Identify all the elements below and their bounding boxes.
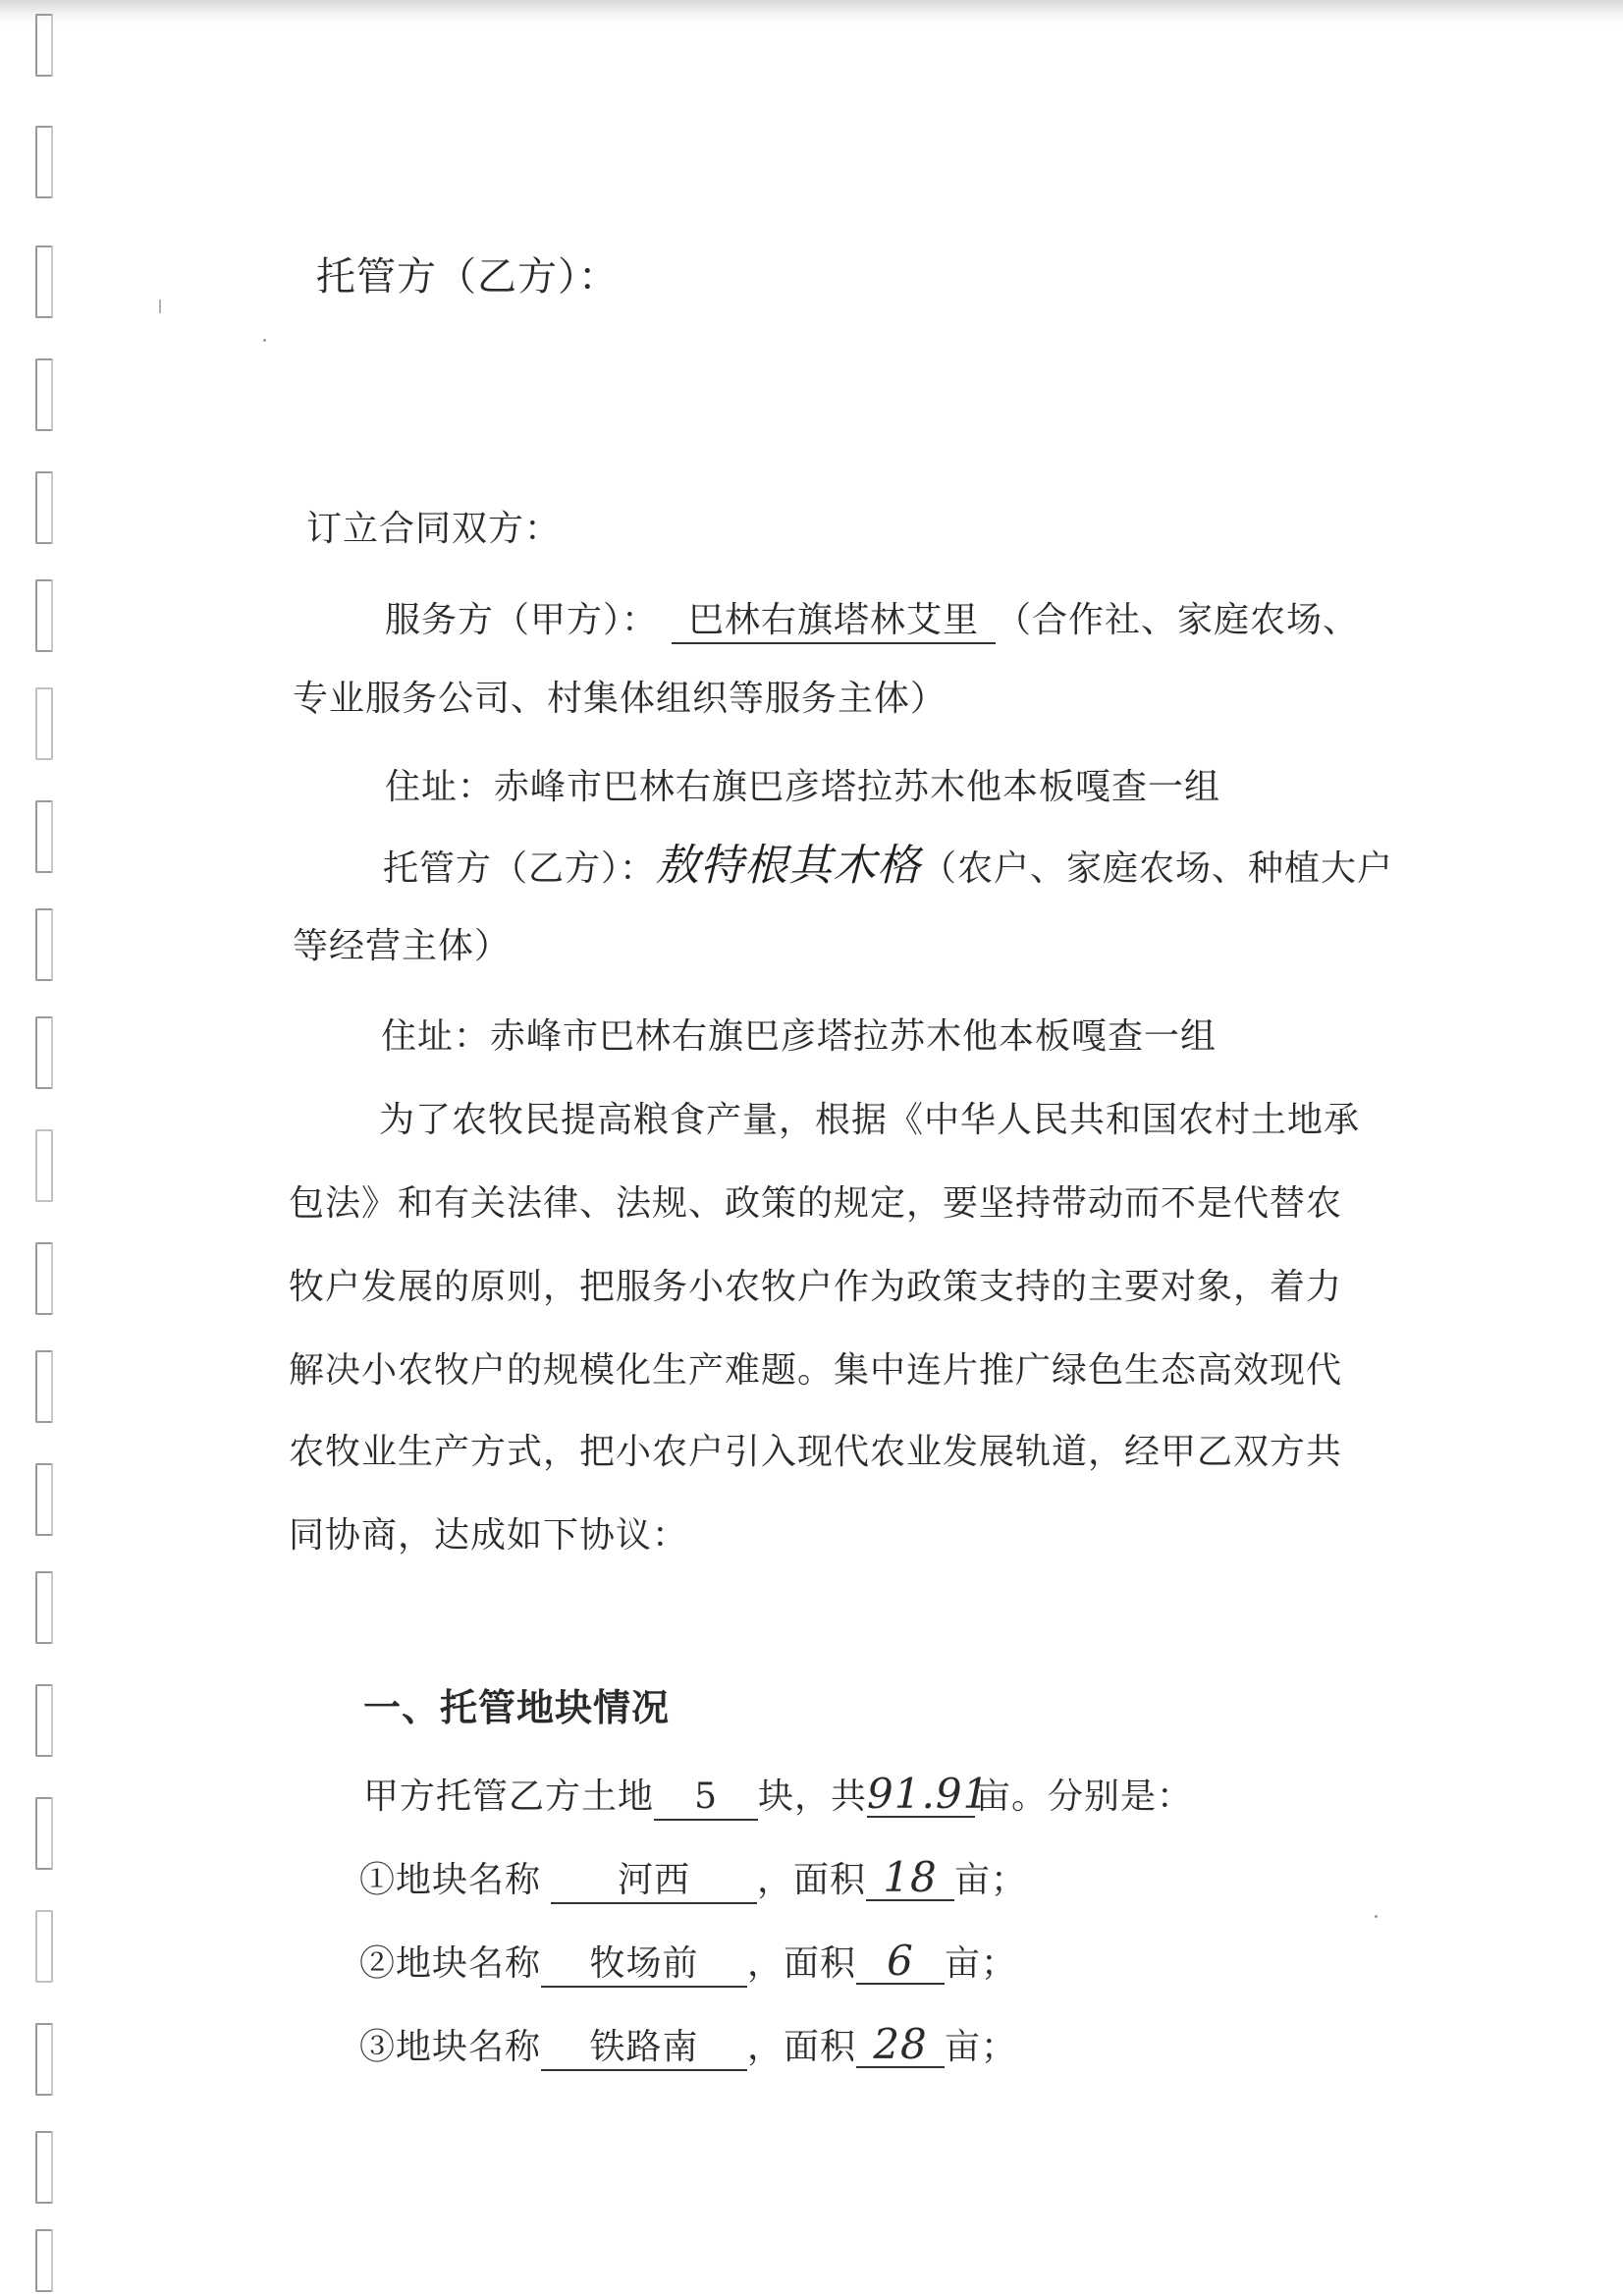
plot-unit: 亩； <box>954 1860 1028 1900</box>
binding-hole <box>35 2131 53 2204</box>
plot-number: ③ <box>359 2027 397 2067</box>
binding-hole <box>35 1242 53 1315</box>
header-line: 托管方（乙方）： <box>316 254 619 300</box>
plot-count: 5 <box>654 1776 758 1821</box>
plot-label: 地块名称 <box>396 1943 542 1984</box>
plot-label: 地块名称 <box>396 1860 542 1900</box>
plot-area: 28 <box>856 2023 945 2068</box>
plot-summary <box>363 1770 1194 1821</box>
binding-hole <box>35 1797 53 1870</box>
plot-area: 18 <box>866 1856 954 1901</box>
preamble-line: 包法》和有关法律、法规、政策的规定，要坚持带动而不是代替农 <box>289 1183 1343 1224</box>
summary-text: 块，共 <box>758 1777 868 1817</box>
plot-sep: ，面积 <box>757 1860 867 1900</box>
binding-hole <box>35 2023 53 2096</box>
party-a-line2: 专业服务公司、村集体组织等服务主体） <box>293 679 947 719</box>
plot-row <box>359 1937 1018 1988</box>
binding-hole <box>35 1016 53 1089</box>
binding-hole <box>35 687 53 760</box>
summary-text: 亩。分别是： <box>975 1777 1194 1817</box>
binding-hole <box>35 2229 53 2292</box>
scan-mark <box>1375 1915 1378 1918</box>
plot-row <box>359 1853 1028 1904</box>
scan-top-shadow <box>0 0 1623 26</box>
plot-name: 牧场前 <box>541 1942 747 1988</box>
binding-hole <box>35 246 53 318</box>
plot-sep: ，面积 <box>747 1943 857 1984</box>
scan-mark <box>159 300 161 313</box>
preamble-line: 农牧业生产方式，把小农户引入现代农业发展轨道，经甲乙双方共 <box>289 1432 1343 1472</box>
preamble-line: 牧户发展的原则，把服务小农牧户作为政策支持的主要对象，着力 <box>289 1267 1343 1307</box>
plot-number: ② <box>359 1943 397 1984</box>
party-a-line <box>385 597 1359 644</box>
plot-unit: 亩； <box>945 2027 1018 2067</box>
party-b-prefix: 托管方（乙方）： <box>383 848 657 889</box>
party-a-name: 巴林右旗塔林艾里 <box>672 599 996 644</box>
binding-hole <box>35 1571 53 1644</box>
party-a-suffix: （合作社、家庭农场、 <box>996 600 1360 640</box>
binding-hole <box>35 1463 53 1536</box>
binding-hole <box>35 126 53 198</box>
plot-label: 地块名称 <box>396 2027 542 2067</box>
binding-hole <box>35 800 53 873</box>
scan-mark <box>263 339 266 342</box>
plot-row <box>359 2020 1018 2071</box>
binding-hole <box>35 1129 53 1202</box>
binding-holes <box>0 0 79 2296</box>
binding-hole <box>35 14 53 77</box>
binding-hole <box>35 471 53 544</box>
intro-line: 订立合同双方： <box>306 509 562 549</box>
plot-number: ① <box>359 1860 397 1900</box>
binding-hole <box>35 1350 53 1423</box>
binding-hole <box>35 358 53 431</box>
party-b-line2: 等经营主体） <box>293 926 512 966</box>
party-b-suffix: （农户、家庭农场、种植大户 <box>921 848 1394 889</box>
party-a-address: 住址：赤峰市巴林右旗巴彦塔拉苏木他本板嘎查一组 <box>385 767 1221 807</box>
binding-hole <box>35 1910 53 1983</box>
party-b-name: 敖特根其木格 <box>656 841 922 891</box>
party-b-address: 住址：赤峰市巴林右旗巴彦塔拉苏木他本板嘎查一组 <box>381 1016 1217 1057</box>
plot-area: 6 <box>856 1940 945 1985</box>
total-area: 91.91 <box>867 1770 991 1818</box>
summary-text: 甲方托管乙方土地 <box>363 1777 655 1817</box>
binding-hole <box>35 908 53 981</box>
plot-name: 河西 <box>551 1859 757 1904</box>
party-b-line <box>383 843 1393 893</box>
party-a-prefix: 服务方（甲方）： <box>385 600 659 640</box>
plot-sep: ，面积 <box>747 2027 857 2067</box>
binding-hole <box>35 1684 53 1757</box>
binding-hole <box>35 579 53 652</box>
plot-unit: 亩； <box>945 1943 1018 1984</box>
preamble-line: 同协商，达成如下协议： <box>289 1515 689 1556</box>
preamble-line: 为了农牧民提高粮食产量，根据《中华人民共和国农村土地承 <box>379 1100 1361 1140</box>
section1-heading: 一、托管地块情况 <box>363 1685 671 1729</box>
preamble-line: 解决小农牧户的规模化生产难题。集中连片推广绿色生态高效现代 <box>289 1350 1343 1391</box>
plot-name: 铁路南 <box>541 2026 747 2071</box>
